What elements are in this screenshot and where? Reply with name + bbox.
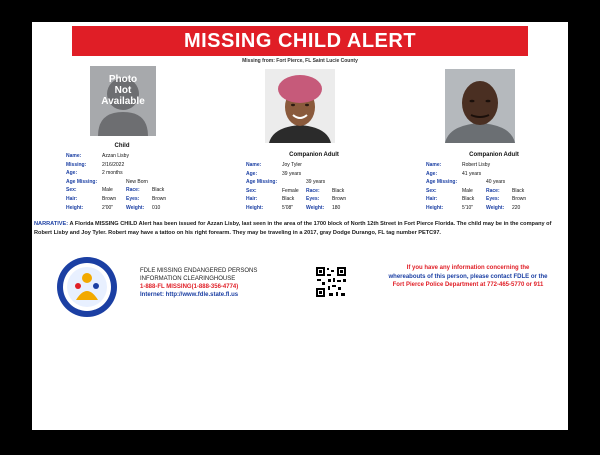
narrative	[34, 220, 566, 237]
companion-name: Joy Tyler	[282, 162, 302, 168]
companion-name: Robert Lisby	[462, 162, 491, 168]
alert-title: MISSING CHILD ALERT	[72, 26, 528, 56]
child-age: 2 months	[102, 170, 123, 177]
photo-not-available-text: Photo Not Available	[101, 74, 145, 107]
fdle-website-link[interactable]: http://www.fdle.state.fl.us	[165, 292, 239, 298]
child-age-missing: New Born	[126, 178, 148, 185]
child-name: Azzan Lisby	[102, 153, 129, 159]
clearinghouse-web: Internet: http://www.fdle.state.fl.us	[140, 292, 239, 298]
narrative-text: A Florida MISSING CHILD Alert has been issued for Azzan Lisby, last seen in the area of the 1700 block of North 12th Street in Fort Pierce Florida. The child may be in the company of Robert Lisby and Joy Tyler. Robert may have a tattoo on his right forearm. They may be traveling in a 2017, gray Dodge Durango, FL tag number PETC97.	[34, 221, 552, 236]
fdle-clearinghouse-logo-icon	[56, 256, 118, 318]
companion-joy-details: Companion Adult Name: Joy Tyler Age: 39 years Age Missing: 39 years Sex: Female Race: Black Hair: Black Eyes: Brown Height: 5'08" Weight: 180	[244, 151, 394, 213]
qr-code-icon	[315, 266, 347, 298]
contact-info: If you have any information concerning the whereabouts of this person, please contact FDLE or the Fort Pierce Police Department at 772-465-5770 or 911	[370, 264, 566, 290]
companion-heading: Companion Adult	[289, 152, 339, 158]
narrative-label: NARRATIVE:	[34, 221, 69, 227]
clearinghouse-phone: 1-888-FL MISSING(1-888-356-4774)	[140, 284, 239, 290]
companion-photo-robert	[445, 69, 515, 143]
companion-robert-details: Companion Adult Name: Robert Lisby Age: 41 years Age Missing: 40 years Sex: Male Race: Black Hair: Black Eyes: Brown Height: 5'10" Weight: 220	[424, 151, 574, 213]
alert-sheet	[32, 22, 568, 430]
missing-location: Missing from: Fort Pierce, FL Saint Lucie County	[242, 58, 358, 64]
companion-photo-joy	[265, 69, 335, 143]
child-photo-placeholder	[90, 66, 156, 136]
child-details: Child Name: Azzan Lisby Missing: 2/16/2022 Age: 2 months Age Missing: New Born Sex: Male Race: Black Hair: Brown Eyes: Brown Height: 2'00" Weight: 010	[64, 142, 214, 212]
missing-date: 2/16/2022	[102, 161, 125, 168]
companion-heading: Companion Adult	[469, 152, 519, 158]
contact-phone: Fort Pierce Police Department at 772-465-5770 or 911	[392, 282, 544, 288]
child-heading: Child	[114, 143, 130, 149]
clearinghouse-info: FDLE MISSING ENDANGERED PERSONS INFORMATION CLEARINGHOUSE 1-888-FL MISSING(1-888-356-4774) Internet: http://www.fdle.state.fl.us	[140, 268, 258, 298]
